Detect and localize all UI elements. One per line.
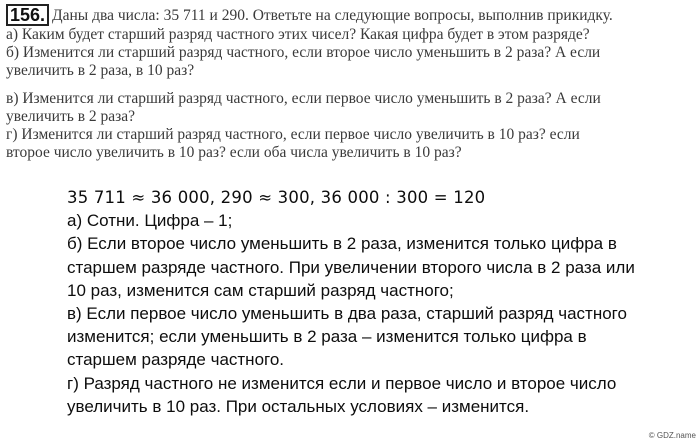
question-b-line-2: увеличить в 2 раза, в 10 раз? <box>6 62 195 79</box>
answer-v-line-2: изменится; если уменьшить в 2 раза – изменится только цифра в <box>67 327 587 347</box>
question-g-line-2: второе число увеличить в 10 раз? если оба числа увеличить в 10 раз? <box>6 144 462 161</box>
question-v-line-1: в) Изменится ли старший разряд частного, если первое число уменьшить в 2 раза? А если <box>6 90 601 107</box>
answer-v-line-1: в) Если первое число уменьшить в два раза, старший разряд частного <box>67 304 627 324</box>
answer-v-line-3: старшем разряде частного. <box>67 350 285 370</box>
problem-number: 156. <box>6 4 49 26</box>
question-b-line-1: б) Изменится ли старший разряд частного, если второе число уменьшить в 2 раза? А если <box>6 44 601 61</box>
question-a: а) Каким будет старший разряд частного этих чисел? Какая цифра будет в этом разряде? <box>6 26 590 43</box>
answer-b-line-1: б) Если второе число уменьшить в 2 раза, изменится только цифра в <box>67 234 617 254</box>
problem-intro-line <box>6 4 696 26</box>
question-v-line-2: увеличить в 2 раза? <box>6 108 136 125</box>
answer-b-line-3: 10 раз, изменится сам старший разряд частного; <box>67 280 454 300</box>
question-g-line-1: г) Изменится ли старший разряд частного, если первое число увеличить в 10 раз? если <box>6 126 580 143</box>
watermark: © GDZ.name <box>648 431 696 440</box>
solution-block <box>67 186 695 418</box>
answer-g-line-1: г) Разряд частного не изменится если и первое число и второе число <box>67 373 617 393</box>
problem-statement <box>6 4 696 162</box>
problem-intro: Даны два числа: 35 711 и 290. Ответьте на следующие вопросы, выполнив прикидку. <box>52 7 613 24</box>
answer-a: а) Сотни. Цифра – 1; <box>67 211 233 231</box>
answer-g-line-2: увеличить в 10 раз. При остальных условиях – изменится. <box>67 396 530 416</box>
answer-b-line-2: старшем разряде частного. При увеличении второго числа в 2 раза или <box>67 257 635 277</box>
solution-formula: 35 711 ≈ 36 000, 290 ≈ 300, 36 000 : 300 = 120 <box>67 188 486 207</box>
